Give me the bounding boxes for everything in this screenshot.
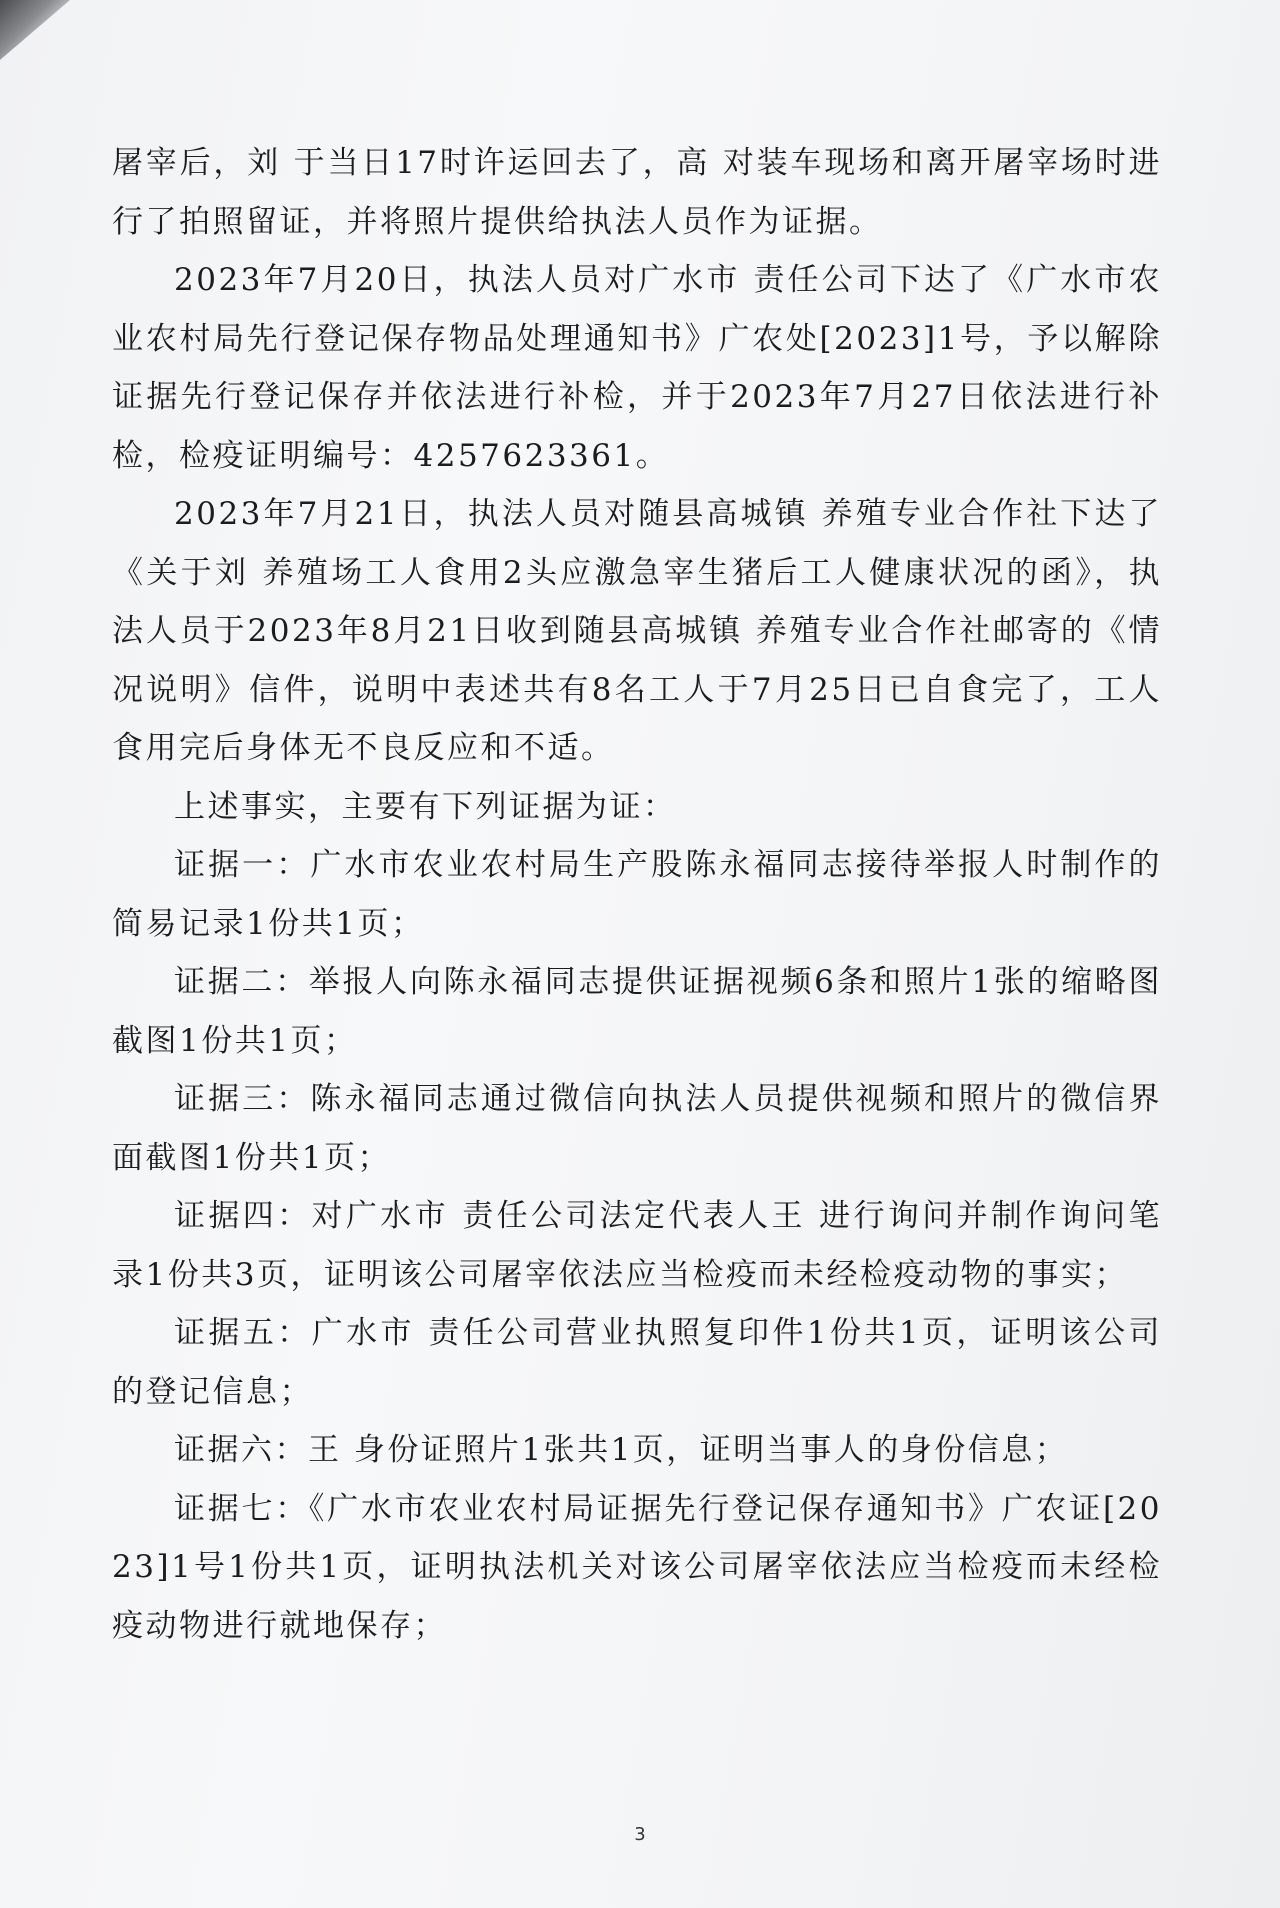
paragraph-release-notice: 2023年7月20日，执法人员对广水市 责任公司下达了《广水市农业农村局先行登记保存物品处理通知书》广农处[2023]1号，予以解除证据先行登记保存并依法进行补检，并于2023年7月27日依法进行补检，检疫证明编号：4257623361。 [112,262,1162,474]
paragraph-evidence-2: 证据二：举报人向陈永福同志提供证据视频6条和照片1张的缩略图截图1份共1页； [112,964,1162,1059]
paragraph-evidence-intro: 上述事实，主要有下列证据为证： [174,788,677,825]
page-number: 3 [634,1824,646,1845]
document-body [112,134,1162,1655]
paragraph-evidence-1: 证据一：广水市农业农村局生产股陈永福同志接待举报人时制作的简易记录1份共1页； [112,847,1162,942]
paragraph-evidence-6: 证据六：王 身份证照片1张共1页，证明当事人的身份信息； [174,1432,1069,1468]
paragraph-evidence-7: 证据七：《广水市农业农村局证据先行登记保存通知书》广农证[2023]1号1份共1页，证明执法机关对该公司屠宰依法应当检疫而未经检疫动物进行就地保存； [112,1490,1162,1644]
paragraph-evidence-3: 证据三：陈永福同志通过微信向执法人员提供视频和照片的微信界面截图1份共1页； [112,1081,1162,1176]
paragraph-slaughter-transport: 屠宰后，刘 于当日17时许运回去了，高 对装车现场和离开屠宰场时进行了拍照留证，并将照片提供给执法人员作为证据。 [112,145,1162,240]
paragraph-evidence-5: 证据五：广水市 责任公司营业执照复印件1份共1页，证明该公司的登记信息； [112,1315,1162,1410]
paragraph-health-letter: 2023年7月21日，执法人员对随县高城镇 养殖专业合作社下达了《关于刘 养殖场工人食用2头应激急宰生猪后工人健康状况的函》，执法人员于2023年8月21日收到随县高城镇 养殖专业合作社邮寄的《情况说明》信件，说明中表述共有8名工人于7月25日已自食完了，工人食用完后身体无不良反应和不适。 [112,496,1162,766]
paragraph-evidence-4: 证据四：对广水市 责任公司法定代表人王 进行询问并制作询问笔录1份共3页，证明该公司屠宰依法应当检疫而未经检疫动物的事实； [112,1198,1162,1293]
page-corner-shadow [0,0,70,60]
